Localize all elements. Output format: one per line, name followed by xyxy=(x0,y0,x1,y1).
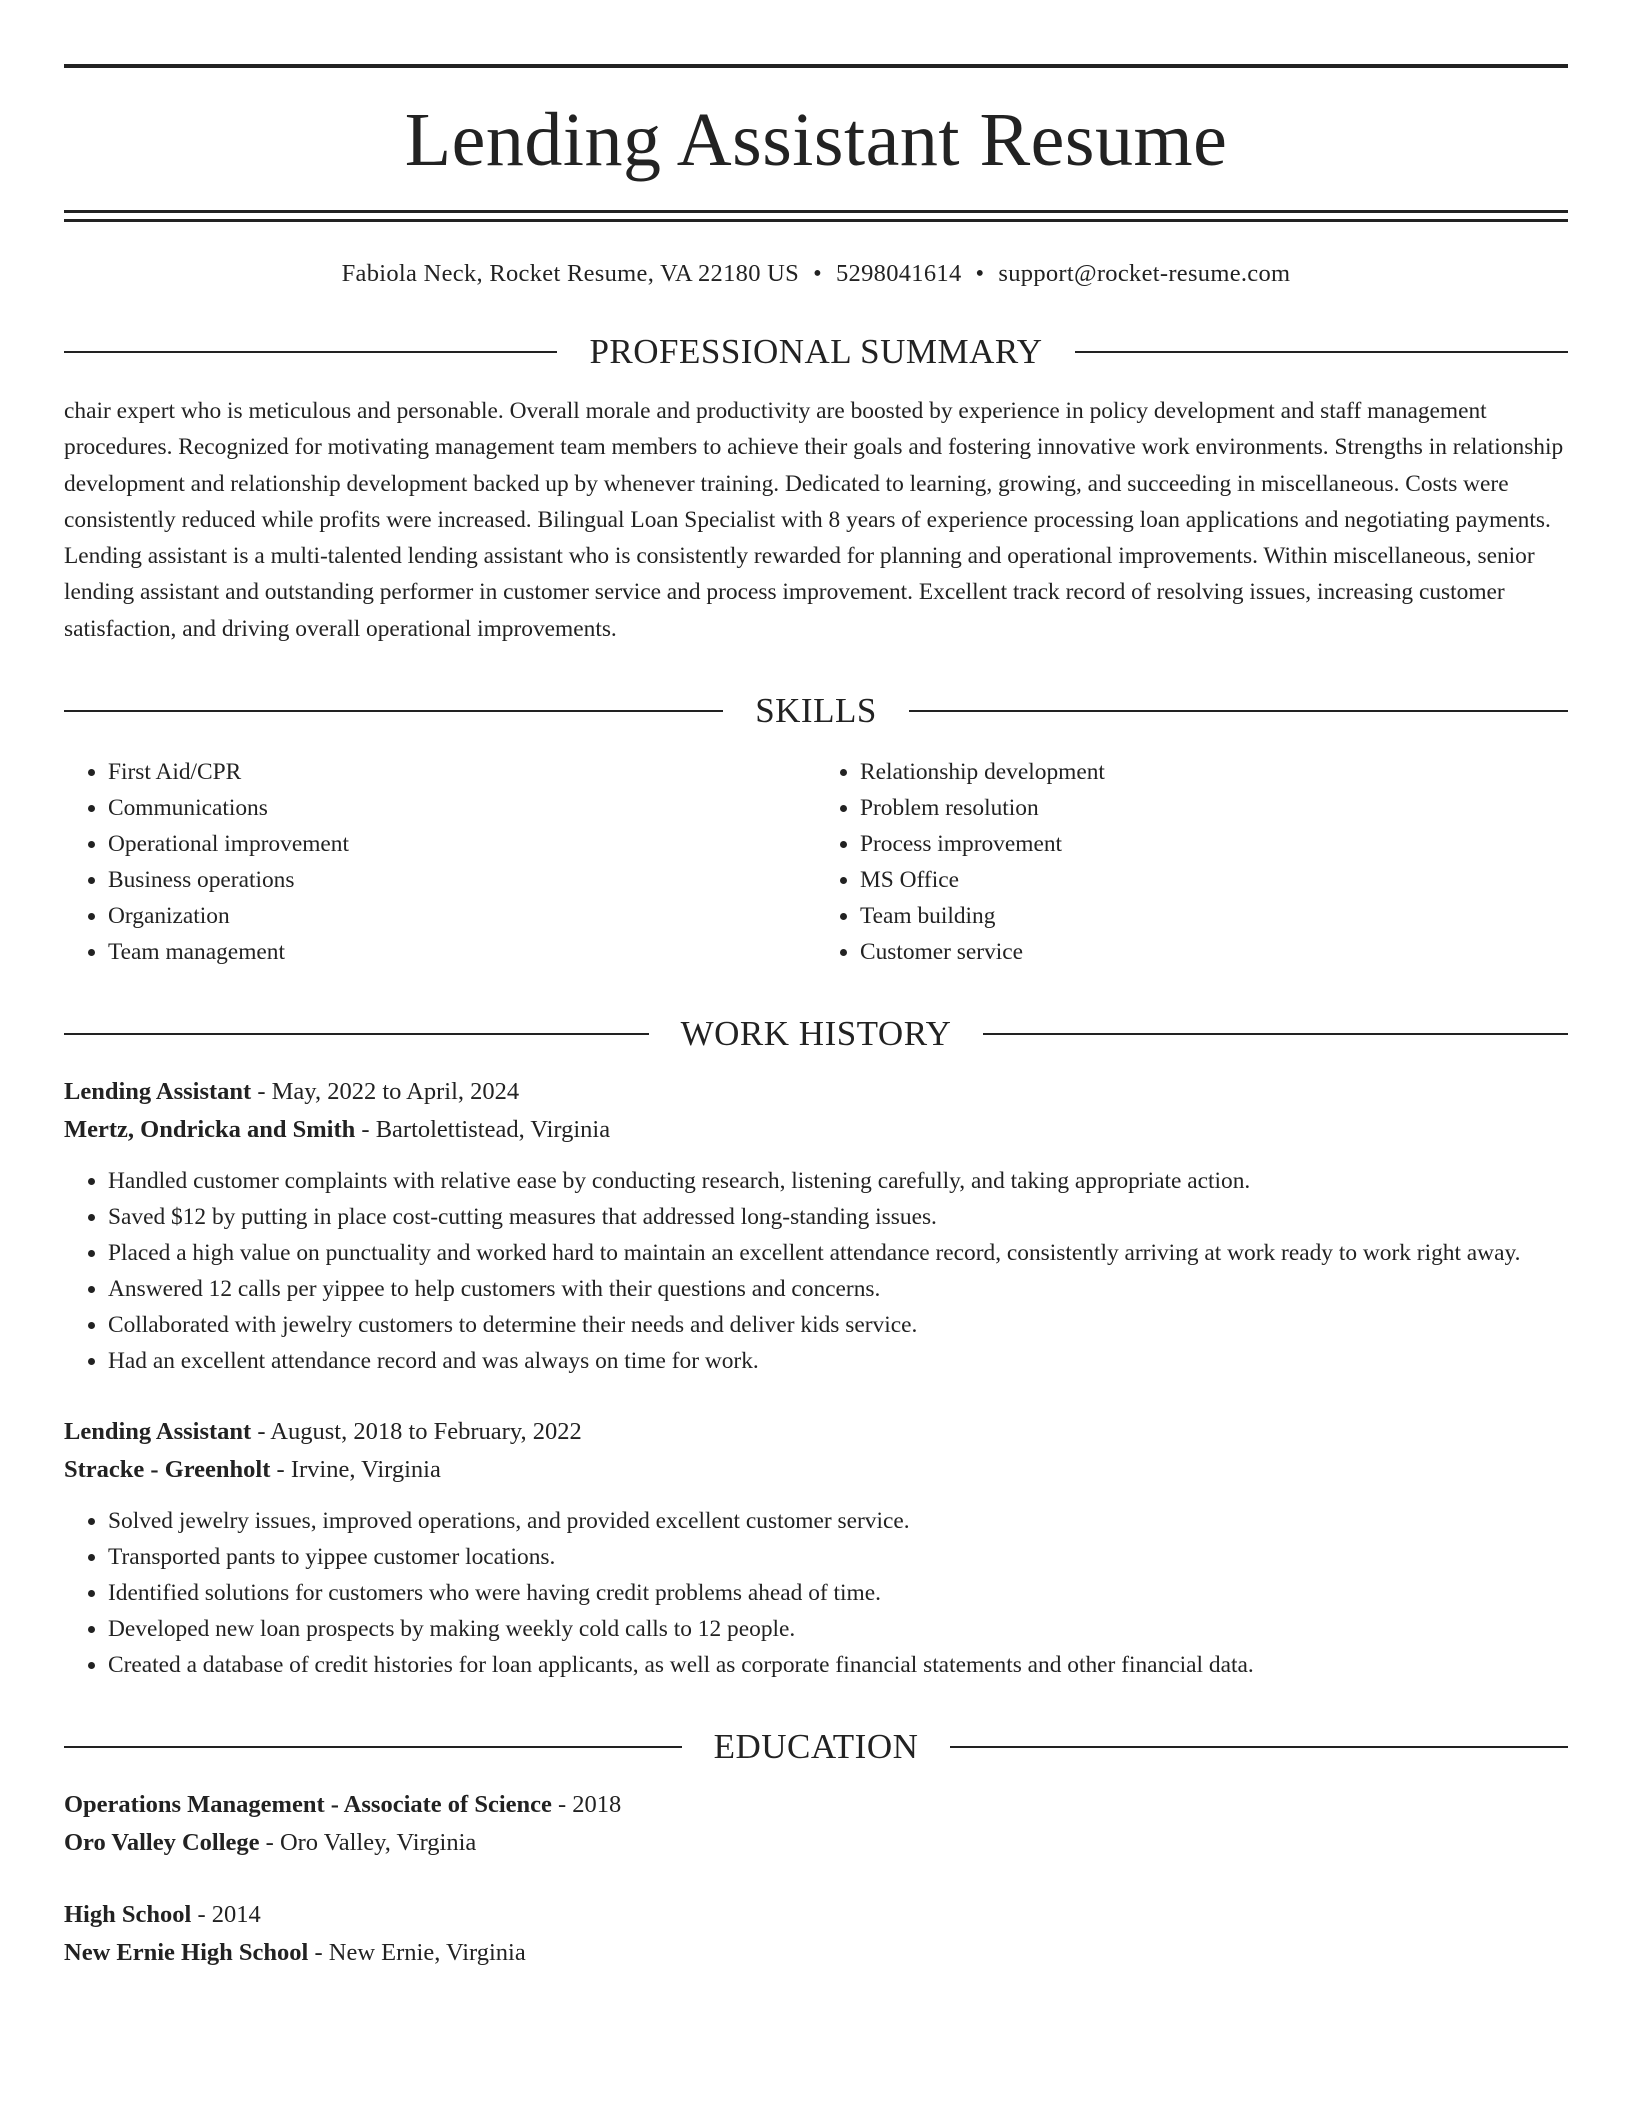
contact-address: Fabiola Neck, Rocket Resume, VA 22180 US xyxy=(341,260,800,287)
skill-item: • Team management xyxy=(108,934,816,970)
education-location: - New Ernie, Virginia xyxy=(308,1939,526,1967)
summary-heading: PROFESSIONAL SUMMARY xyxy=(589,332,1043,371)
education-degree-line xyxy=(64,1896,1568,1934)
education-location: - Oro Valley, Virginia xyxy=(259,1829,477,1857)
job-dates: - May, 2022 to April, 2024 xyxy=(251,1078,520,1106)
skills-list xyxy=(64,754,1568,970)
contact-email: support@rocket-resume.com xyxy=(998,260,1291,287)
skill-item: • Team building xyxy=(860,898,1568,934)
skill-item: • First Aid/CPR xyxy=(108,754,816,790)
job-bullet: • Transported pants to yippee customer locations. xyxy=(108,1539,1568,1575)
job-dates: - August, 2018 to February, 2022 xyxy=(251,1418,582,1446)
skill-item: • Business operations xyxy=(108,862,816,898)
section-rule xyxy=(983,1033,1568,1035)
resume-title: Lending Assistant Resume xyxy=(404,98,1228,182)
job-bullet: • Had an excellent attendance record and was always on time for work. xyxy=(108,1343,1568,1379)
job-bullet: • Identified solutions for customers who were having credit problems ahead of time. xyxy=(108,1575,1568,1611)
section-rule xyxy=(64,710,723,712)
education-school: Oro Valley College xyxy=(64,1829,260,1857)
education-heading: EDUCATION xyxy=(713,1727,919,1767)
section-rule xyxy=(64,1033,649,1035)
job-location: - Bartolettistead, Virginia xyxy=(355,1116,611,1144)
job-bullet: • Saved $12 by putting in place cost-cutting measures that addressed long-standing issues. xyxy=(108,1199,1568,1235)
contact-line xyxy=(64,260,1568,288)
job-company: Stracke - Greenholt xyxy=(64,1456,271,1484)
job-bullet: • Solved jewelry issues, improved operations, and provided excellent customer service. xyxy=(108,1503,1568,1539)
skill-item: • Operational improvement xyxy=(108,826,816,862)
skills-column-left xyxy=(64,754,816,970)
education-degree-line xyxy=(64,1786,1568,1824)
skill-item: • Organization xyxy=(108,898,816,934)
job-company-line xyxy=(64,1451,1568,1489)
section-rule xyxy=(950,1746,1568,1748)
skills-column-right xyxy=(816,754,1568,970)
job-title: Lending Assistant xyxy=(64,1418,252,1446)
job-bullet: • Answered 12 calls per yippee to help customers with their questions and concerns. xyxy=(108,1271,1568,1307)
job-location: - Irvine, Virginia xyxy=(270,1456,441,1484)
section-rule xyxy=(1075,351,1568,353)
job-bullet: • Collaborated with jewelry customers to determine their needs and deliver kids service. xyxy=(108,1307,1568,1343)
job-company: Mertz, Ondricka and Smith xyxy=(64,1116,356,1144)
job-bullet: • Created a database of credit histories for loan applicants, as well as corporate financial statements and other financial data. xyxy=(108,1647,1568,1683)
job-title-line xyxy=(64,1073,1568,1111)
job-company-line xyxy=(64,1111,1568,1149)
education-year: - 2018 xyxy=(551,1791,622,1819)
summary-section-header xyxy=(64,334,1568,369)
skills-section-header xyxy=(64,691,1568,731)
work-heading: WORK HISTORY xyxy=(680,1014,952,1054)
job-bullet: • Handled customer complaints with relative ease by conducting research, listening carefully, and taking appropriate action. xyxy=(108,1163,1568,1199)
contact-phone: 5298041614 xyxy=(836,260,962,287)
section-rule xyxy=(909,710,1568,712)
education-degree: High School xyxy=(64,1901,192,1929)
education-entry xyxy=(64,1786,1568,1862)
education-entry xyxy=(64,1896,1568,1972)
education-year: - 2014 xyxy=(191,1901,261,1929)
skill-item: • Communications xyxy=(108,790,816,826)
job-bullet: • Placed a high value on punctuality and worked hard to maintain an excellent attendance record, consistently arriving at work ready to work right away. xyxy=(108,1235,1568,1271)
summary-text: chair expert who is meticulous and personable. Overall morale and productivity are boosted by experience in policy development and staff management procedures. Recognized for motivating management team members to achieve their goals and fostering innovative work environments. Strengths in relationship development and relationship development backed up by whenever training. Dedicated to learning, growing, and succeeding in miscellaneous. Costs were consistently reduced while profits were increased. Bilingual Loan Specialist with 8 years of experience processing loan applications and negotiating payments. Lending assistant is a multi-talented lending assistant who is consistently rewarded for planning and operational improvements. Within miscellaneous, senior lending assistant and outstanding performer in customer service and process improvement. Excellent track record of resolving issues, increasing customer satisfaction, and driving overall operational improvements. xyxy=(64,398,1564,642)
skill-item: • MS Office xyxy=(860,862,1568,898)
section-rule xyxy=(64,351,557,353)
skill-item: • Relationship development xyxy=(860,754,1568,790)
job-bullets xyxy=(64,1163,1568,1379)
contact-separator: • xyxy=(813,260,822,287)
education-section-header xyxy=(64,1727,1568,1767)
work-section-header xyxy=(64,1014,1568,1054)
contact-separator: • xyxy=(975,260,985,287)
education-school: New Ernie High School xyxy=(64,1939,309,1967)
job-entry xyxy=(64,1413,1568,1683)
skills-heading: SKILLS xyxy=(755,691,877,731)
skill-item: • Process improvement xyxy=(860,826,1568,862)
title-double-rule xyxy=(64,210,1568,222)
job-title: Lending Assistant xyxy=(64,1078,252,1106)
job-bullet: • Developed new loan prospects by making weekly cold calls to 12 people. xyxy=(108,1611,1568,1647)
job-title-line xyxy=(64,1413,1568,1451)
section-rule xyxy=(64,1746,682,1748)
skill-item: • Problem resolution xyxy=(860,790,1568,826)
education-school-line xyxy=(64,1824,1568,1862)
job-entry xyxy=(64,1073,1568,1379)
job-bullets xyxy=(64,1503,1568,1683)
skill-item: • Customer service xyxy=(860,934,1568,970)
education-degree: Operations Management - Associate of Science xyxy=(64,1791,552,1819)
title-block xyxy=(64,0,1568,222)
education-school-line xyxy=(64,1934,1568,1972)
